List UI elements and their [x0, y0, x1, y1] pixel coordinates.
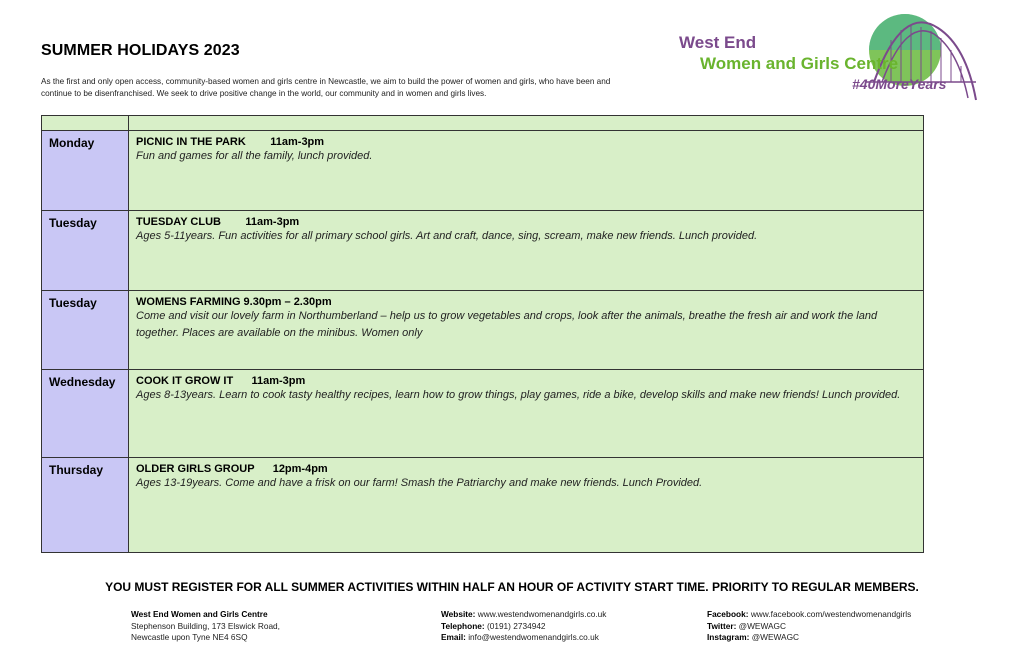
activity-cell	[129, 458, 924, 553]
table-header-row	[42, 116, 924, 131]
website-link[interactable]: www.westendwomenandgirls.co.uk	[477, 609, 607, 619]
activity-description: Ages 5-11years. Fun activities for all primary school girls. Art and craft, dance, sing, scream, make new friends. Lunch provided.	[136, 230, 758, 242]
activity-title: OLDER GIRLS GROUP 12pm-4pm	[136, 463, 328, 475]
day-cell: Tuesday	[42, 211, 129, 291]
activity-cell	[129, 291, 924, 370]
table-row	[42, 211, 924, 291]
logo-line1: West End	[679, 33, 757, 52]
telephone-label: Telephone:	[441, 620, 485, 631]
email-label: Email:	[441, 632, 466, 642]
footer-address	[131, 609, 280, 644]
table-row	[42, 131, 924, 211]
twitter-label: Twitter:	[707, 620, 737, 631]
table-row	[42, 458, 924, 553]
header-cell-day	[42, 116, 129, 131]
activity-description: Come and visit our lovely farm in Northumberland – help us to grow vegetables and crops, look after the animals, breathe the fresh air and work the land together. Places are available on the minibus. Women only	[136, 310, 878, 339]
telephone-value: (0191) 2734942	[486, 620, 546, 631]
activity-cell	[129, 370, 924, 458]
activity-description: Ages 13-19years. Come and have a frisk on our farm! Smash the Patriarchy and make new friends. Lunch Provided.	[136, 477, 703, 489]
schedule-table	[41, 115, 924, 553]
table-row	[42, 291, 924, 370]
day-cell: Wednesday	[42, 370, 129, 458]
facebook-link[interactable]: www.facebook.com/westendwomenandgirls	[750, 609, 912, 619]
activity-cell	[129, 131, 924, 211]
activity-description: Ages 8-13years. Learn to cook tasty healthy recipes, learn how to grow things, play games, ride a bike, develop skills and make new friends! Lunch provided.	[136, 389, 901, 401]
header-cell-activity	[129, 116, 924, 131]
footer-contact	[441, 609, 606, 644]
intro-text: As the first and only open access, community-based women and girls centre in Newcastle, we aim to build the power of women and girls, who have been and continue to be disenfranchised. We seek to drive positive change in the world, our community and in women and girls lives.	[41, 77, 611, 98]
email-link[interactable]: info@westendwomenandgirls.co.uk	[468, 632, 599, 642]
footer-social	[707, 609, 911, 644]
activity-description: Fun and games for all the family, lunch provided.	[136, 150, 373, 162]
footer-org-name: West End Women and Girls Centre	[131, 609, 268, 619]
day-cell: Monday	[42, 131, 129, 211]
activity-title: WOMENS FARMING 9.30pm – 2.30pm	[136, 296, 332, 308]
footer-address-line1: Stephenson Building, 173 Elswick Road,	[131, 620, 280, 631]
activity-title: COOK IT GROW IT 11am-3pm	[136, 375, 306, 387]
logo	[676, 10, 986, 105]
activity-cell	[129, 211, 924, 291]
twitter-handle[interactable]: @WEWAGC	[738, 620, 786, 631]
website-label: Website:	[441, 609, 476, 619]
page-title: SUMMER HOLIDAYS 2023	[41, 42, 240, 59]
registration-notice: YOU MUST REGISTER FOR ALL SUMMER ACTIVITIES WITHIN HALF AN HOUR OF ACTIVITY START TIME. PRIORITY TO REGULAR MEMBERS.	[105, 580, 919, 594]
facebook-label: Facebook:	[707, 609, 749, 619]
day-cell: Thursday	[42, 458, 129, 553]
instagram-label: Instagram:	[707, 632, 750, 642]
table-row	[42, 370, 924, 458]
logo-tagline: #40MoreYears	[852, 76, 947, 92]
footer-address-line2: Newcastle upon Tyne NE4 6SQ	[131, 632, 248, 642]
logo-line2: Women and Girls Centre	[700, 54, 899, 73]
instagram-handle[interactable]: @WEWAGC	[751, 632, 800, 642]
activity-title: TUESDAY CLUB 11am-3pm	[136, 216, 300, 228]
activity-title: PICNIC IN THE PARK 11am-3pm	[136, 136, 325, 148]
day-cell: Tuesday	[42, 291, 129, 370]
